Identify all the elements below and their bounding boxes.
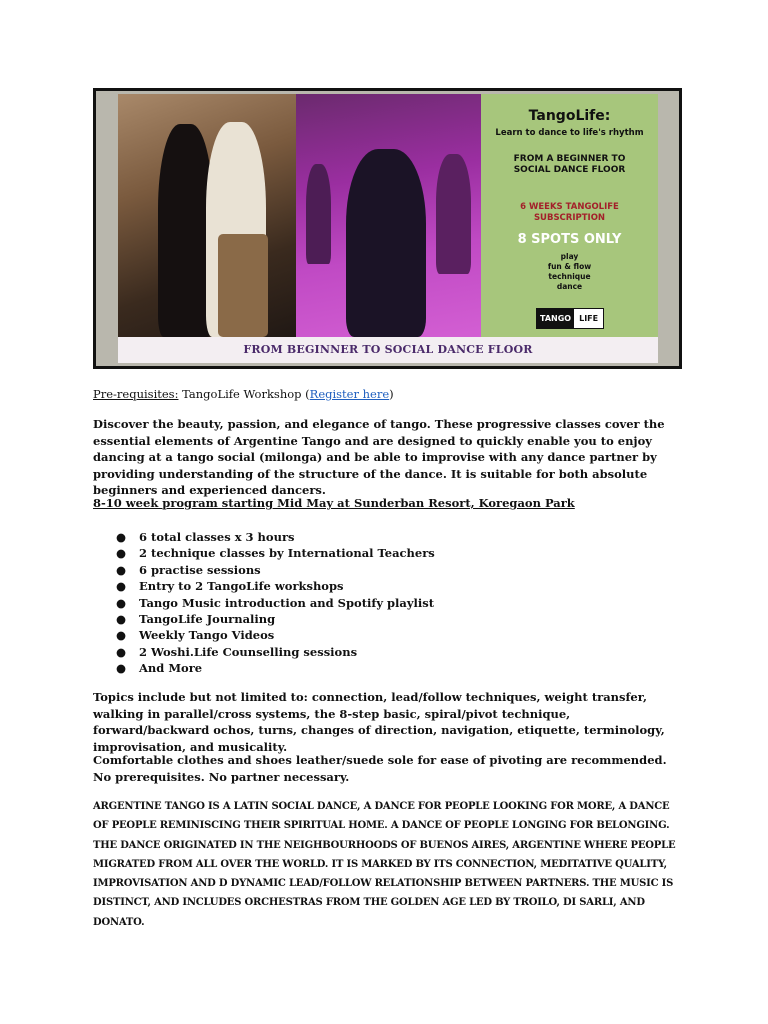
bullet: ● [116, 595, 127, 610]
logo-left: TANGO [537, 309, 574, 328]
list-item: ● 6 practise sessions [116, 562, 261, 577]
register-link[interactable]: Register here [309, 387, 390, 401]
prereq-label: Pre-requisites: [93, 387, 179, 401]
banner-strip: FROM BEGINNER TO SOCIAL DANCE FLOOR [118, 337, 658, 363]
intro-paragraph: Discover the beauty, passion, and elegance of tango. These progressive classes cover the essential elements of Argentine Tango and are designed to quickly enable you to enjoy dancing at a tango social (milonga) and be able to improvise with any dance partner by providing understanding of the structure of the dance. It is suitable for both absolute beginners and experienced dancers. [93, 417, 665, 497]
bullet: ● [116, 546, 127, 561]
banner-features [481, 252, 658, 292]
bullet: ● [116, 562, 127, 577]
list-item: ● And More [116, 661, 203, 676]
banner-feature: play [560, 252, 579, 261]
tangolife-logo [536, 308, 604, 329]
promo-banner [93, 88, 682, 369]
banner-feature: fun & flow [547, 262, 592, 271]
program-heading: 8-10 week program starting Mid May at Sunderban Resort, Koregaon Park [93, 496, 575, 510]
list-item: ● Weekly Tango Videos [116, 628, 275, 643]
list-item: ● Tango Music introduction and Spotify playlist [116, 595, 435, 610]
banner-title: TangoLife: [528, 108, 611, 124]
prerequisites-line [93, 386, 683, 403]
list-item: ● Entry to 2 TangoLife workshops [116, 579, 344, 594]
topics-paragraph: Topics include but not limited to: connection, lead/follow techniques, weight transfer, walking in parallel/cross systems, the 8-step basic, spiral/pivot technique, forward/backward ochos, turns, changes of direction, navigation, etiquette, terminology, improvisation, and musicality. [93, 690, 665, 754]
bullet: ● [116, 661, 127, 676]
bullet: ● [116, 628, 127, 643]
bullet: ● [116, 530, 127, 544]
prereq-close: ) [389, 387, 394, 401]
bullet: ● [116, 579, 127, 594]
banner-feature: technique [548, 272, 591, 281]
list-item: ● TangoLife Journaling [116, 611, 276, 626]
program-list [93, 529, 435, 677]
list-item: ● 2 technique classes by International Teachers [116, 546, 435, 561]
banner-feature: dance [556, 282, 583, 291]
banner-headline: FROM A BEGINNER TO SOCIAL DANCE FLOOR [513, 154, 626, 175]
banner-subscription: 6 WEEKS TANGOLIFE SUBSCRIPTION [520, 202, 619, 223]
logo-right: LIFE [579, 314, 599, 323]
banner-tagline: Learn to dance to life's rhythm [495, 128, 644, 138]
about-tango-paragraph: ARGENTINE TANGO IS A LATIN SOCIAL DANCE, A DANCE FOR PEOPLE LOOKING FOR MORE, A DANCE OF PEOPLE REMINISCING THEIR SPIRITUAL HOME. A DANCE OF PEOPLE LONGING FOR BELONGING. THE DANCE ORIGINATED IN THE NEIGHBOURHOODS OF BUENOS AIRES, ARGENTINE WHERE PEOPLE MIGRATED FROM ALL OVER THE WORLD. IT IS MARKED BY ITS CONNECTION, MEDITATIVE QUALITY, IMPROVISATION AND D DYNAMIC LEAD/FOLLOW RELATIONSHIP BETWEEN PARTNERS. THE MUSIC IS DISTINCT, AND INCLUDES ORCHESTRAS FROM THE GOLDEN AGE LED BY TROILO, DI SARLI, AND DONATO. [93, 801, 676, 928]
promo-text-panel [481, 94, 658, 337]
list-item: ● 2 Woshi.Life Counselling sessions [116, 644, 358, 659]
milonga-dancers-photo [296, 94, 481, 337]
clothes-paragraph: Comfortable clothes and shoes leather/suede sole for ease of pivoting are recommended. No prerequisites. No partner necessary. [93, 753, 667, 784]
couple-dancing-photo [118, 94, 296, 337]
bullet: ● [116, 644, 127, 659]
bullet: ● [116, 611, 127, 626]
list-item: ● 6 total classes x 3 hours [116, 530, 295, 544]
banner-spots: 8 SPOTS ONLY [517, 232, 622, 247]
prereq-text: TangoLife Workshop ( [178, 387, 310, 401]
